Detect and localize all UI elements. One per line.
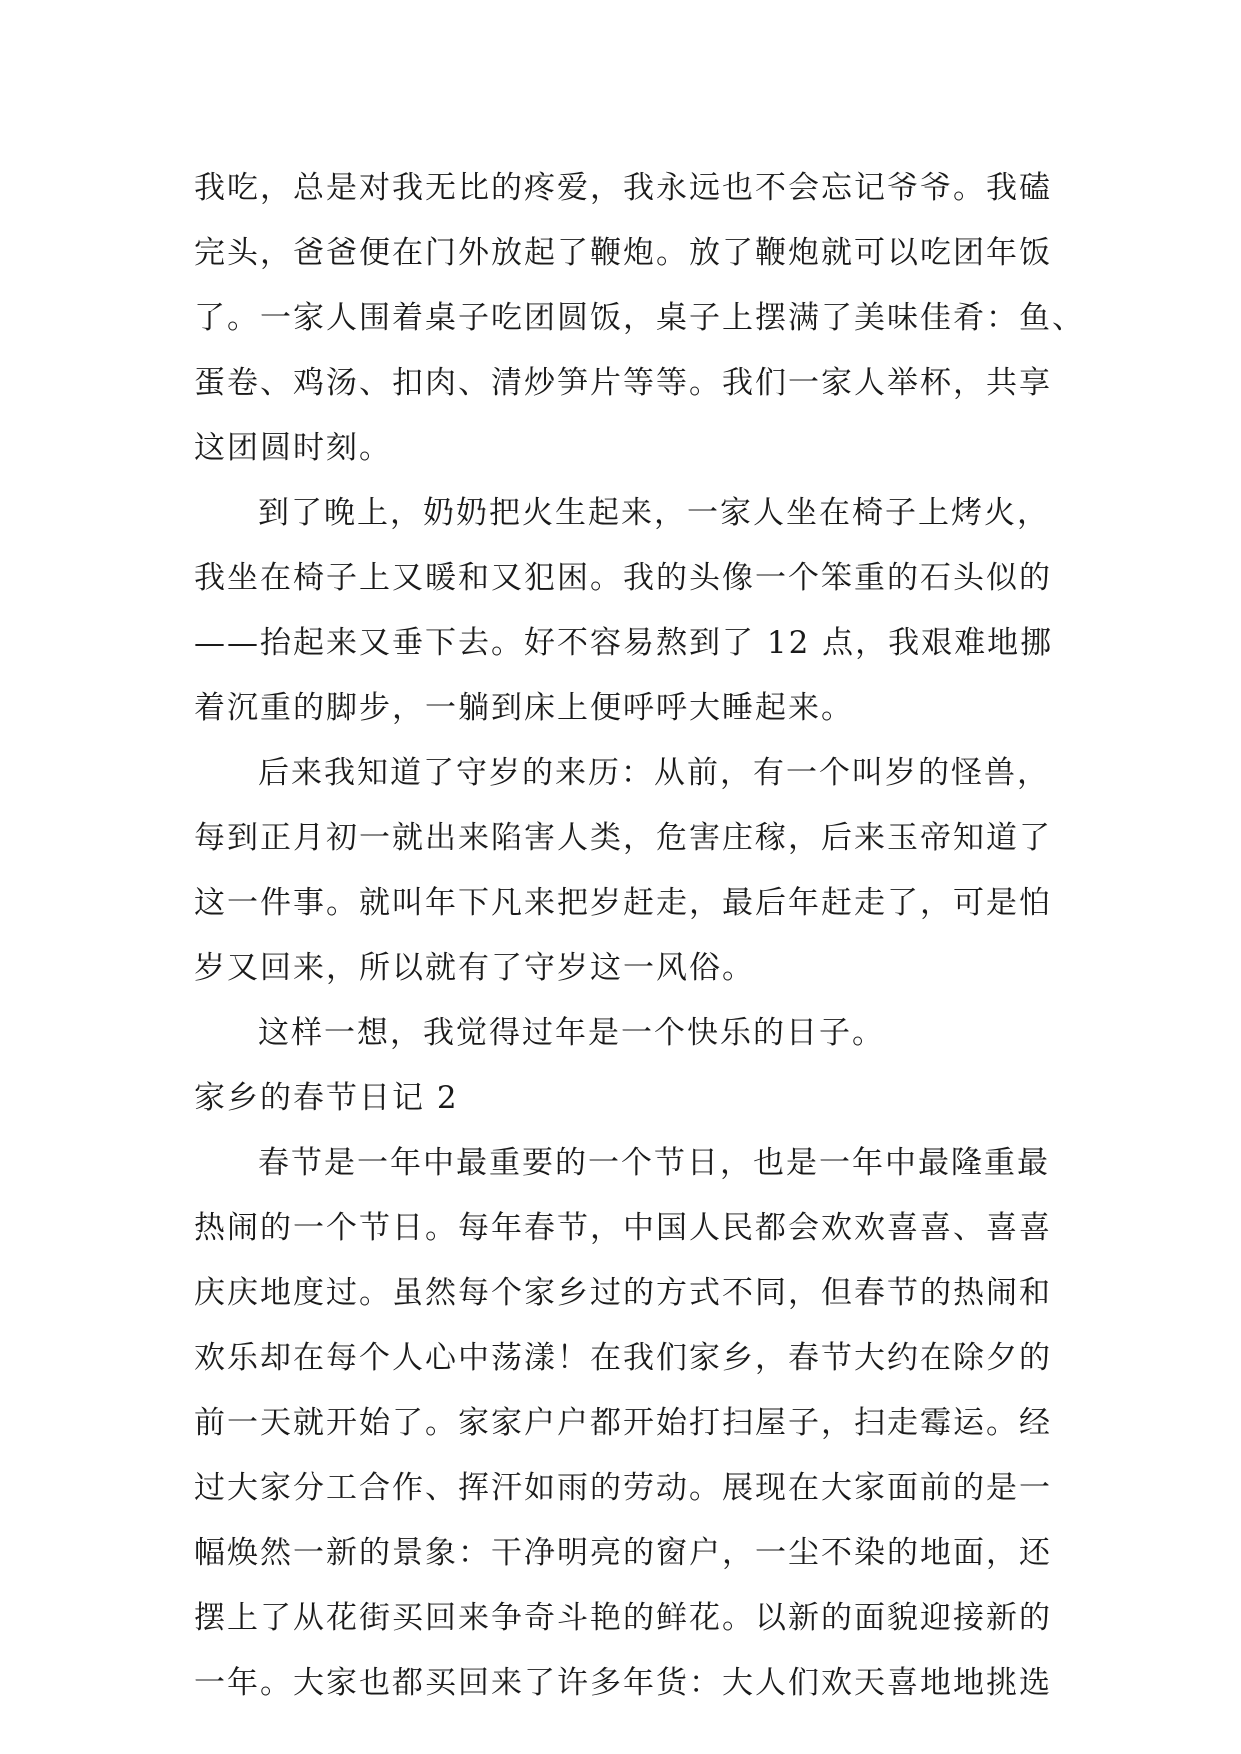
- text-line: 摆上了从花街买回来争奇斗艳的鲜花。以新的面貌迎接新的: [194, 1600, 1052, 1636]
- paragraph-start-line: 这样一想，我觉得过年是一个快乐的日子。: [258, 1015, 885, 1051]
- text-line: 一年。大家也都买回来了许多年货：大人们欢天喜地地挑选: [194, 1665, 1052, 1701]
- text-line: ——抬起来又垂下去。好不容易熬到了 12 点，我艰难地挪: [194, 625, 1054, 661]
- text-line: 幅焕然一新的景象：干净明亮的窗户，一尘不染的地面，还: [194, 1535, 1052, 1571]
- text-line: 庆庆地度过。虽然每个家乡过的方式不同，但春节的热闹和: [194, 1275, 1052, 1311]
- text-line: 了。一家人围着桌子吃团圆饭，桌子上摆满了美味佳肴：鱼、: [194, 300, 1085, 336]
- text-line: 热闹的一个节日。每年春节，中国人民都会欢欢喜喜、喜喜: [194, 1210, 1052, 1246]
- text-line: 我坐在椅子上又暖和又犯困。我的头像一个笨重的石头似的: [194, 560, 1052, 596]
- text-line: 岁又回来，所以就有了守岁这一风俗。: [194, 950, 755, 986]
- paragraph-start-line: 到了晚上，奶奶把火生起来，一家人坐在椅子上烤火，: [258, 495, 1050, 531]
- text-line: 着沉重的脚步，一躺到床上便呼呼大睡起来。: [194, 690, 854, 726]
- text-line: 蛋卷、鸡汤、扣肉、清炒笋片等等。我们一家人举杯，共享: [194, 365, 1052, 401]
- text-line: 欢乐却在每个人心中荡漾！在我们家乡，春节大约在除夕的: [194, 1340, 1052, 1376]
- text-line: 完头，爸爸便在门外放起了鞭炮。放了鞭炮就可以吃团年饭: [194, 235, 1052, 271]
- text-line: 每到正月初一就出来陷害人类，危害庄稼，后来玉帝知道了: [194, 820, 1052, 856]
- section-heading: 家乡的春节日记 2: [194, 1080, 459, 1116]
- document-body: [194, 156, 1085, 1716]
- paragraph-start-line: 春节是一年中最重要的一个节日，也是一年中最隆重最: [258, 1145, 1050, 1181]
- text-line: 前一天就开始了。家家户户都开始打扫屋子，扫走霉运。经: [194, 1405, 1052, 1441]
- text-line: 我吃，总是对我无比的疼爱，我永远也不会忘记爷爷。我磕: [194, 170, 1052, 206]
- text-line: 这团圆时刻。: [194, 430, 392, 466]
- text-line: 过大家分工合作、挥汗如雨的劳动。展现在大家面前的是一: [194, 1470, 1052, 1506]
- paragraph-start-line: 后来我知道了守岁的来历：从前，有一个叫岁的怪兽，: [258, 755, 1050, 791]
- text-line: 这一件事。就叫年下凡来把岁赶走，最后年赶走了，可是怕: [194, 885, 1052, 921]
